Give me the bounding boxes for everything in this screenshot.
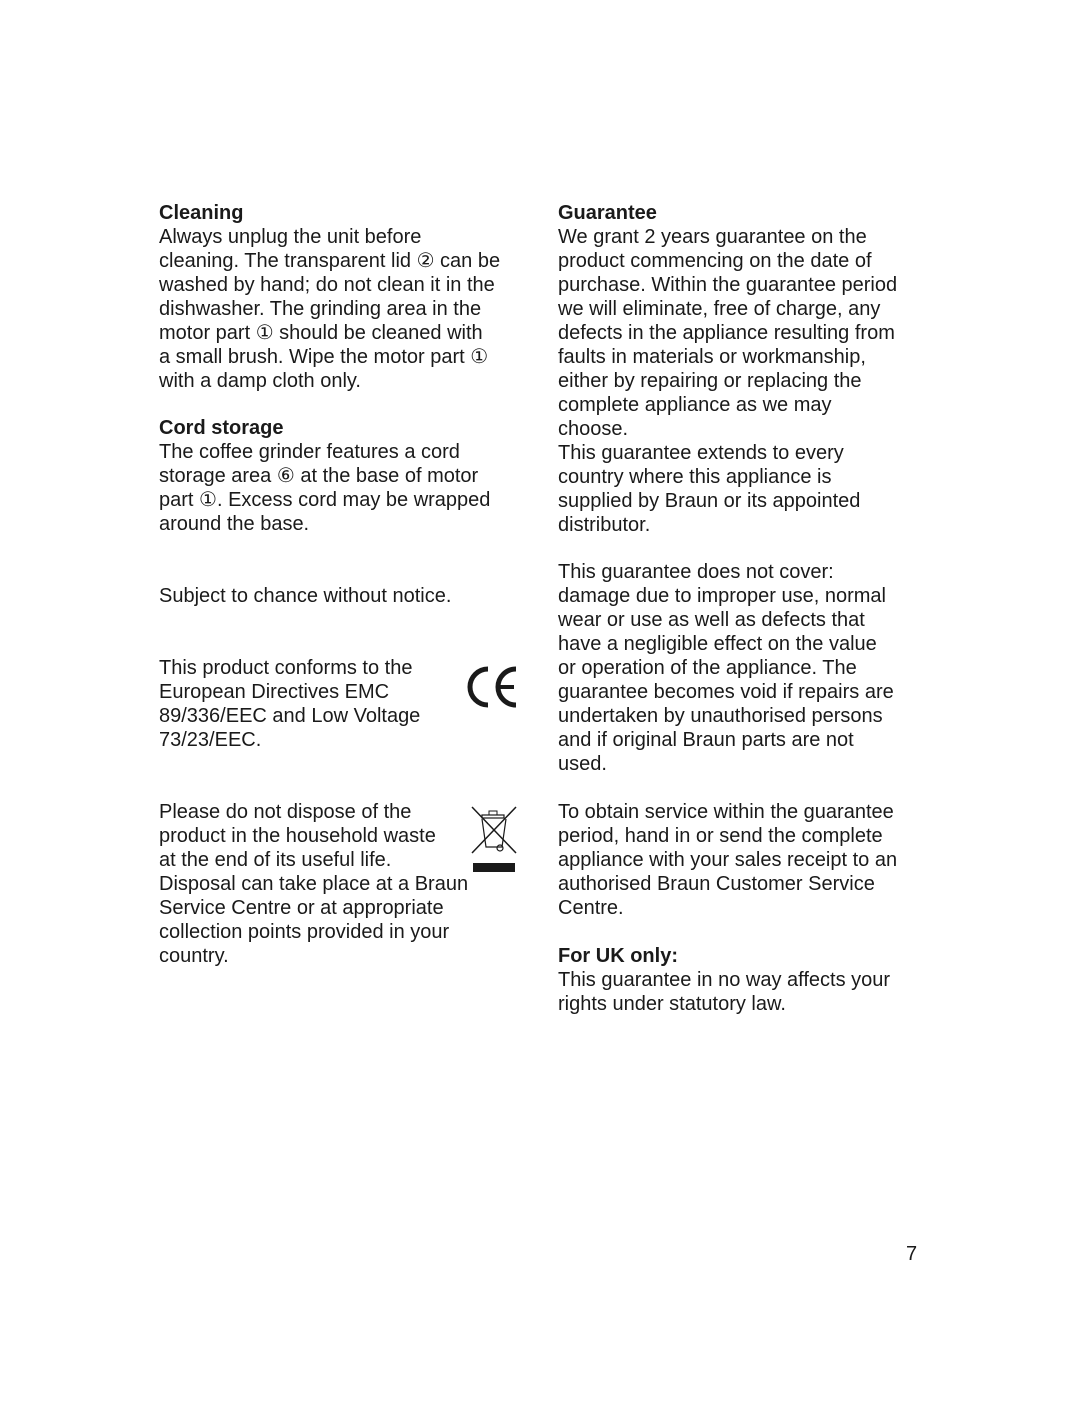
text-line: This guarantee does not cover: <box>558 561 834 583</box>
crossed-out-wheelie-bin-icon <box>470 805 518 875</box>
text-line: This product conforms to the <box>159 657 413 679</box>
text-line: purchase. Within the guarantee period <box>558 274 898 296</box>
section-heading: Cord storage <box>159 417 284 439</box>
text-line: with a damp cloth only. <box>159 370 361 392</box>
text-line: appliance with your sales receipt to an <box>558 849 898 871</box>
text-line: a small brush. Wipe the motor part ① <box>159 346 489 368</box>
text-line: washed by hand; do not clean it in the <box>159 274 495 296</box>
text-line: have a negligible effect on the value <box>558 633 877 655</box>
guarantee-exclusions-section <box>558 560 938 776</box>
text-line: product in the household waste <box>159 825 436 847</box>
text-line: used. <box>558 753 607 775</box>
text-line: storage area ⑥ at the base of motor <box>159 465 479 487</box>
text-line: complete appliance as we may <box>558 394 832 416</box>
notice-section <box>159 584 539 608</box>
text-line: defects in the appliance resulting from <box>558 322 895 344</box>
text-line: faults in materials or workmanship, <box>558 346 866 368</box>
text-line: Please do not dispose of the <box>159 801 412 823</box>
page-number: 7 <box>906 1243 918 1265</box>
guarantee-section <box>558 201 938 441</box>
text-line: or operation of the appliance. The <box>558 657 857 679</box>
cleaning-section <box>159 201 539 393</box>
text-line: distributor. <box>558 514 651 536</box>
section-heading: For UK only: <box>558 945 678 967</box>
text-line: dishwasher. The grinding area in the <box>159 298 482 320</box>
text-line: Service Centre or at appropriate <box>159 897 444 919</box>
text-line: The coffee grinder features a cord <box>159 441 460 463</box>
text-line: 89/336/EEC and Low Voltage <box>159 705 421 727</box>
text-line: To obtain service within the guarantee <box>558 801 894 823</box>
section-heading: Guarantee <box>558 202 657 224</box>
text-line: and if original Braun parts are not <box>558 729 854 751</box>
text-line: guarantee becomes void if repairs are <box>558 681 894 703</box>
text-line: motor part ① should be cleaned with <box>159 322 483 344</box>
uk-only-section <box>558 944 938 1016</box>
text-line: Centre. <box>558 897 624 919</box>
ce-mark-icon <box>466 665 520 709</box>
text-line: authorised Braun Customer Service <box>558 873 875 895</box>
text-line: undertaken by unauthorised persons <box>558 705 883 727</box>
text-line: collection points provided in your <box>159 921 450 943</box>
text-line: product commencing on the date of <box>558 250 872 272</box>
cord-storage-section <box>159 416 539 536</box>
text-line: part ①. Excess cord may be wrapped <box>159 489 491 511</box>
text-line: This guarantee extends to every <box>558 442 844 464</box>
text-line: rights under statutory law. <box>558 993 786 1015</box>
text-line: Always unplug the unit before <box>159 226 422 248</box>
text-line: Subject to chance without notice. <box>159 585 452 607</box>
text-line: This guarantee in no way affects your <box>558 969 891 991</box>
service-section <box>558 800 938 920</box>
text-line: country. <box>159 945 229 967</box>
guarantee-extends-section <box>558 441 938 537</box>
text-line: damage due to improper use, normal <box>558 585 886 607</box>
text-line: country where this appliance is <box>558 466 832 488</box>
text-line: at the end of its useful life. <box>159 849 392 871</box>
text-line: choose. <box>558 418 629 440</box>
text-line: either by repairing or replacing the <box>558 370 862 392</box>
section-heading: Cleaning <box>159 202 244 224</box>
text-line: Disposal can take place at a Braun <box>159 873 469 895</box>
text-line: European Directives EMC <box>159 681 390 703</box>
text-line: We grant 2 years guarantee on the <box>558 226 867 248</box>
text-line: period, hand in or send the complete <box>558 825 883 847</box>
text-line: wear or use as well as defects that <box>558 609 865 631</box>
text-line: we will eliminate, free of charge, any <box>558 298 881 320</box>
text-line: cleaning. The transparent lid ② can be <box>159 250 501 272</box>
text-line: 73/23/EEC. <box>159 729 262 751</box>
text-line: around the base. <box>159 513 310 535</box>
text-line: supplied by Braun or its appointed <box>558 490 861 512</box>
